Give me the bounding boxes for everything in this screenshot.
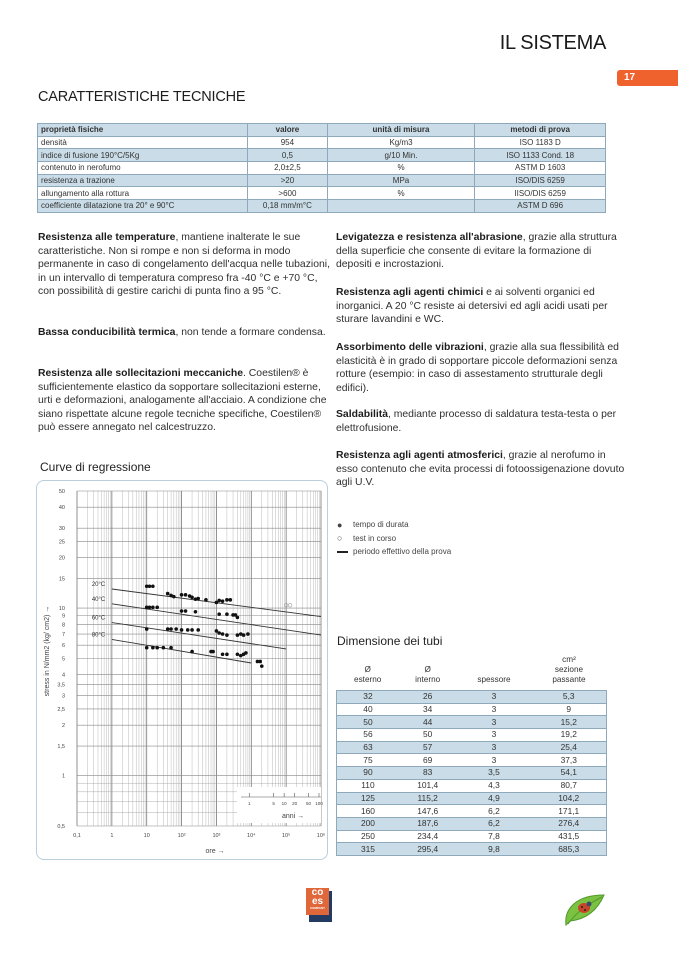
chart-title: Curve di regressione [40,460,151,474]
property-row [38,162,606,175]
thickness: 6,2 [456,817,531,830]
tube-row [337,792,607,805]
tube-row [337,716,607,729]
thickness: 3,5 [456,767,531,780]
thickness: 3 [456,703,531,716]
data-point [246,632,250,636]
header-cell: unità di misura [327,124,475,137]
section-area: 5,3 [531,691,606,704]
tubes-header-cell [399,654,457,691]
paragraph-lead: Levigatezza e resistenza all'abrasione [336,232,523,243]
header-line: Ø [424,665,431,674]
section-area: 25,4 [531,741,606,754]
data-point [221,652,225,656]
tube-row [337,703,607,716]
y-tick-label: 1 [61,773,65,780]
chart-legend [337,518,451,559]
property-unit: % [327,162,475,175]
outer-diameter: 75 [337,754,399,767]
x-tick-label: 10⁵ [281,833,291,839]
paragraph-thermal [38,326,330,340]
paragraph-body: , mantiene inalterate le sue caratteristiche. Non si rompe e non si deforma in modo permanente in caso di congelamento dell'acqua nelle tubazioni, in un intervallo di temperatura compreso fra -40 °C e +70 °C, con possibilità di gestire carichi di punta fino a 95 °C. [38,232,330,298]
y-tick-label: 5 [61,656,65,663]
data-point [155,606,159,610]
inner-diameter: 295,4 [399,843,457,856]
property-value: >600 [248,187,328,200]
outer-diameter: 315 [337,843,399,856]
line-icon [337,547,353,557]
y-tick-label: 25 [58,539,65,546]
data-point [184,609,188,613]
data-point [155,646,159,650]
property-row [38,187,606,200]
property-name: resistenza a trazione [38,174,248,187]
property-unit [327,200,475,213]
header-line: spessore [477,675,511,684]
inner-diameter: 57 [399,741,457,754]
data-point [151,606,155,610]
property-row [38,136,606,149]
y-tick-label: 30 [58,526,65,533]
y-tick-label: 9 [61,613,65,620]
tube-row [337,843,607,856]
property-method: ISO 1133 Cond. 18 [475,149,606,162]
thickness: 3 [456,741,531,754]
secondary-axis-label: anni → [282,813,305,820]
y-tick-label: 1,5 [57,744,65,751]
data-point [169,627,173,631]
data-point [169,646,173,650]
thickness: 3 [456,754,531,767]
data-point [174,627,178,631]
data-point [148,606,152,610]
tube-row [337,741,607,754]
paragraph-abrasion [336,231,626,272]
header-cell: valore [248,124,328,137]
inner-diameter: 34 [399,703,457,716]
property-method: IISO/DIS 6259 [475,187,606,200]
thickness: 3 [456,716,531,729]
tube-row [337,767,607,780]
x-axis-label: ore → [205,848,225,855]
y-tick-label: 2 [61,723,65,730]
y-axis-label: stress in N/mm2 (kg/ cm2) → [44,605,51,697]
data-point [221,632,225,636]
property-method: ISO/DIS 6259 [475,174,606,187]
data-point [225,652,229,656]
inner-diameter: 83 [399,767,457,780]
tube-row [337,754,607,767]
data-point [244,651,248,655]
section-area: 276,4 [531,817,606,830]
section-area: 15,2 [531,716,606,729]
thickness: 6,2 [456,805,531,818]
data-point [236,616,240,620]
header-line: interno [415,675,441,684]
data-point [148,584,152,588]
coes-logo [306,888,332,922]
paragraph-body: , mediante processo di saldatura testa-testa o per elettrofusione. [336,409,617,434]
data-point [151,584,155,588]
properties-header-row [38,124,606,137]
y-tick-label: 50 [58,489,65,495]
data-point [196,597,200,601]
tubes-header-cell [337,654,399,691]
y-tick-label: 40 [58,505,65,512]
data-point [221,599,225,603]
y-tick-label: 3,5 [57,682,65,689]
data-point [151,646,155,650]
property-unit: Kg/m3 [327,136,475,149]
data-point [145,627,149,631]
section-area: 37,3 [531,754,606,767]
data-point [225,598,229,602]
data-point [204,598,208,602]
inner-diameter: 187,6 [399,817,457,830]
properties-table [37,123,606,213]
paragraph-atmospheric [336,449,626,490]
leaf-ladybug-icon [562,889,610,929]
section-area: 104,2 [531,792,606,805]
thickness: 9,8 [456,843,531,856]
thickness: 4,9 [456,792,531,805]
legend-item [337,518,451,532]
header-line: Ø [364,665,371,674]
y-tick-label: 20 [58,555,65,562]
secondary-tick-label: 10 [281,801,287,806]
paragraph-lead: Resistenza alle temperature [38,232,176,243]
section-area: 19,2 [531,729,606,742]
data-point [162,646,166,650]
outer-diameter: 110 [337,779,399,792]
x-tick-label: 10⁴ [247,833,256,839]
y-tick-label: 0,5 [57,824,65,830]
tubes-header-cell [531,654,606,691]
tubes-table [336,654,607,856]
tube-row [337,817,607,830]
open-dot-icon: ○ [337,533,343,544]
inner-diameter: 101,4 [399,779,457,792]
tubes-header-row [337,654,607,691]
y-tick-label: 10 [58,606,65,613]
tubes-header-cell [456,654,531,691]
data-point [186,628,190,632]
property-row [38,149,606,162]
header-cell: proprietà fisiche [38,124,248,137]
header-line: sezione [554,665,584,674]
paragraph-lead: Bassa conducibilità termica [38,327,176,338]
y-tick-label: 2,5 [57,706,65,713]
paragraph-body: , grazie al nerofumo in esso contenuto che evita processi di fotoossigenazione dovuto agli U.V. [336,450,625,489]
regression-chart-svg [37,481,327,859]
outer-diameter: 200 [337,817,399,830]
x-tick-label: 10 [143,833,150,839]
tube-row [337,779,607,792]
header-cell: metodi di prova [475,124,606,137]
tube-row [337,691,607,704]
data-point [194,610,198,614]
paragraph-lead: Resistenza agli agenti atmosferici [336,450,503,461]
header-line: passante [552,675,586,684]
outer-diameter: 250 [337,830,399,843]
property-name: indice di fusione 190°C/5Kg [38,149,248,162]
data-point [217,612,221,616]
section-title: IL SISTEMA [499,32,606,54]
inner-diameter: 69 [399,754,457,767]
data-point [196,628,200,632]
data-point [180,609,184,613]
property-method: ISO 1183 D [475,136,606,149]
secondary-tick-label: 20 [292,801,298,806]
paragraph-body: , grazie alla struttura della superficie che consente di evitare la formazione di depositi e incrostazioni. [336,232,617,271]
data-point [190,595,194,599]
property-row [38,174,606,187]
logo-subtext: COMPANY [309,906,326,910]
outer-diameter: 160 [337,805,399,818]
property-name: densità [38,136,248,149]
data-point [260,664,264,668]
property-name: contenuto in nerofumo [38,162,248,175]
logo-text: es [311,895,324,907]
paragraph-temperature [38,231,330,299]
y-tick-label: 15 [58,576,65,583]
legend-label: tempo di durata [353,520,409,530]
thickness: 3 [456,729,531,742]
tube-row [337,805,607,818]
property-value: 954 [248,136,328,149]
y-tick-label: 4 [61,672,65,679]
inner-diameter: 115,2 [399,792,457,805]
secondary-tick-label: 5 [272,801,275,806]
data-point [190,628,194,632]
paragraph-body: , grazie alla sua flessibilità ed elasticità è in grado di sopportare piccole deformazioni senza rotture (esempio: in caso di assestamento strutturale degli edifici). [336,342,619,394]
logo-text: co [311,887,324,898]
paragraph-lead: Saldabilità [336,409,388,420]
logo-mark [306,888,329,915]
main-heading: CARATTERISTICHE TECNICHE [38,89,246,105]
open-data-point [288,603,292,607]
header-line: cm² [562,655,576,664]
x-tick-label: 10⁶ [316,833,326,839]
secondary-tick-label: 50 [305,801,312,806]
series-label: 80°C [91,632,106,639]
paragraph-body: e ai solventi organici ed inorganici. A 20 °C resiste ai detersivi ed agli acidi usati per sturare lavandini e WC. [336,287,608,326]
property-method: ASTM D 1603 [475,162,606,175]
outer-diameter: 50 [337,716,399,729]
section-area: 9 [531,703,606,716]
legend-item [337,532,451,546]
paragraph-vibrations [336,341,626,395]
data-point [211,650,215,654]
data-point [166,627,170,631]
data-point [217,599,221,603]
property-unit: % [327,187,475,200]
y-tick-label: 6 [61,643,65,650]
outer-diameter: 32 [337,691,399,704]
data-point [180,628,184,632]
data-point [180,593,184,597]
section-area: 431,5 [531,830,606,843]
inner-diameter: 26 [399,691,457,704]
data-point [190,650,194,654]
property-method: ASTM D 696 [475,200,606,213]
data-point [236,652,240,656]
paragraph-lead: Assorbimento delle vibrazioni [336,342,484,353]
paragraph-body: . Coestilen® è sufficientemente elastico da sopportare sollecitazioni esterne, urti e deformazioni, analogamente all'acciaio. A condizione che siano rispettate alcune regole tecniche specifiche, Coestilen® può essere annegato nel calcestruzzo. [38,368,327,434]
x-tick-label: 10³ [212,833,221,839]
data-point [145,646,149,650]
y-tick-label: 7 [61,632,65,639]
thickness: 7,8 [456,830,531,843]
legend-item [337,545,451,559]
property-unit: g/10 Min. [327,149,475,162]
outer-diameter: 40 [337,703,399,716]
thickness: 4,3 [456,779,531,792]
property-value: 0,18 mm/m°C [248,200,328,213]
property-row [38,200,606,213]
inner-diameter: 50 [399,729,457,742]
paragraph-body: , non tende a formare condensa. [175,327,326,338]
series-label: 60°C [91,615,106,622]
filled-dot-icon: ● [337,519,343,530]
paragraph-weldability [336,408,626,435]
header-line: esterno [354,675,382,684]
property-unit: MPa [327,174,475,187]
inner-diameter: 147,6 [399,805,457,818]
outer-diameter: 90 [337,767,399,780]
data-point [225,612,229,616]
inner-diameter: 44 [399,716,457,729]
tube-row [337,830,607,843]
regression-chart [36,480,328,860]
section-area: 54,1 [531,767,606,780]
section-area: 171,1 [531,805,606,818]
legend-label: periodo effettivo della prova [353,547,452,557]
x-tick-label: 1 [110,833,114,839]
data-point [258,660,262,664]
x-tick-label: 10² [177,833,186,839]
inner-diameter: 234,4 [399,830,457,843]
y-tick-label: 8 [61,622,65,629]
section-area: 80,7 [531,779,606,792]
data-point [217,631,221,635]
paragraph-chemical [336,286,626,327]
outer-diameter: 125 [337,792,399,805]
property-value: 0,5 [248,149,328,162]
x-tick-label: 0,1 [73,833,81,839]
outer-diameter: 56 [337,729,399,742]
secondary-tick-label: 1 [248,801,251,806]
tube-row [337,729,607,742]
paragraph-lead: Resistenza alle sollecitazioni meccaniche [38,368,244,379]
property-name: allungamento alla rottura [38,187,248,200]
data-point [166,592,170,596]
outer-diameter: 63 [337,741,399,754]
paragraph-mechanical [38,367,330,435]
property-value: >20 [248,174,328,187]
thickness: 3 [456,691,531,704]
data-point [242,633,246,637]
tubes-title: Dimensione dei tubi [337,634,443,648]
secondary-tick-label: 100 [315,801,323,806]
paragraph-lead: Resistenza agli agenti chimici [336,287,484,298]
data-point [228,598,232,602]
property-value: 2,0±2,5 [248,162,328,175]
data-point [172,595,176,599]
data-point [184,593,188,597]
data-point [225,633,229,637]
data-point [236,633,240,637]
series-label: 20°C [91,581,106,588]
series-label: 40°C [91,596,106,603]
legend-label: test in corso [353,533,397,543]
property-name: coefficiente dilatazione tra 20° e 90°C [38,200,248,213]
section-area: 685,3 [531,843,606,856]
page-number-tab: 17 [617,70,678,86]
y-tick-label: 3 [61,693,65,700]
